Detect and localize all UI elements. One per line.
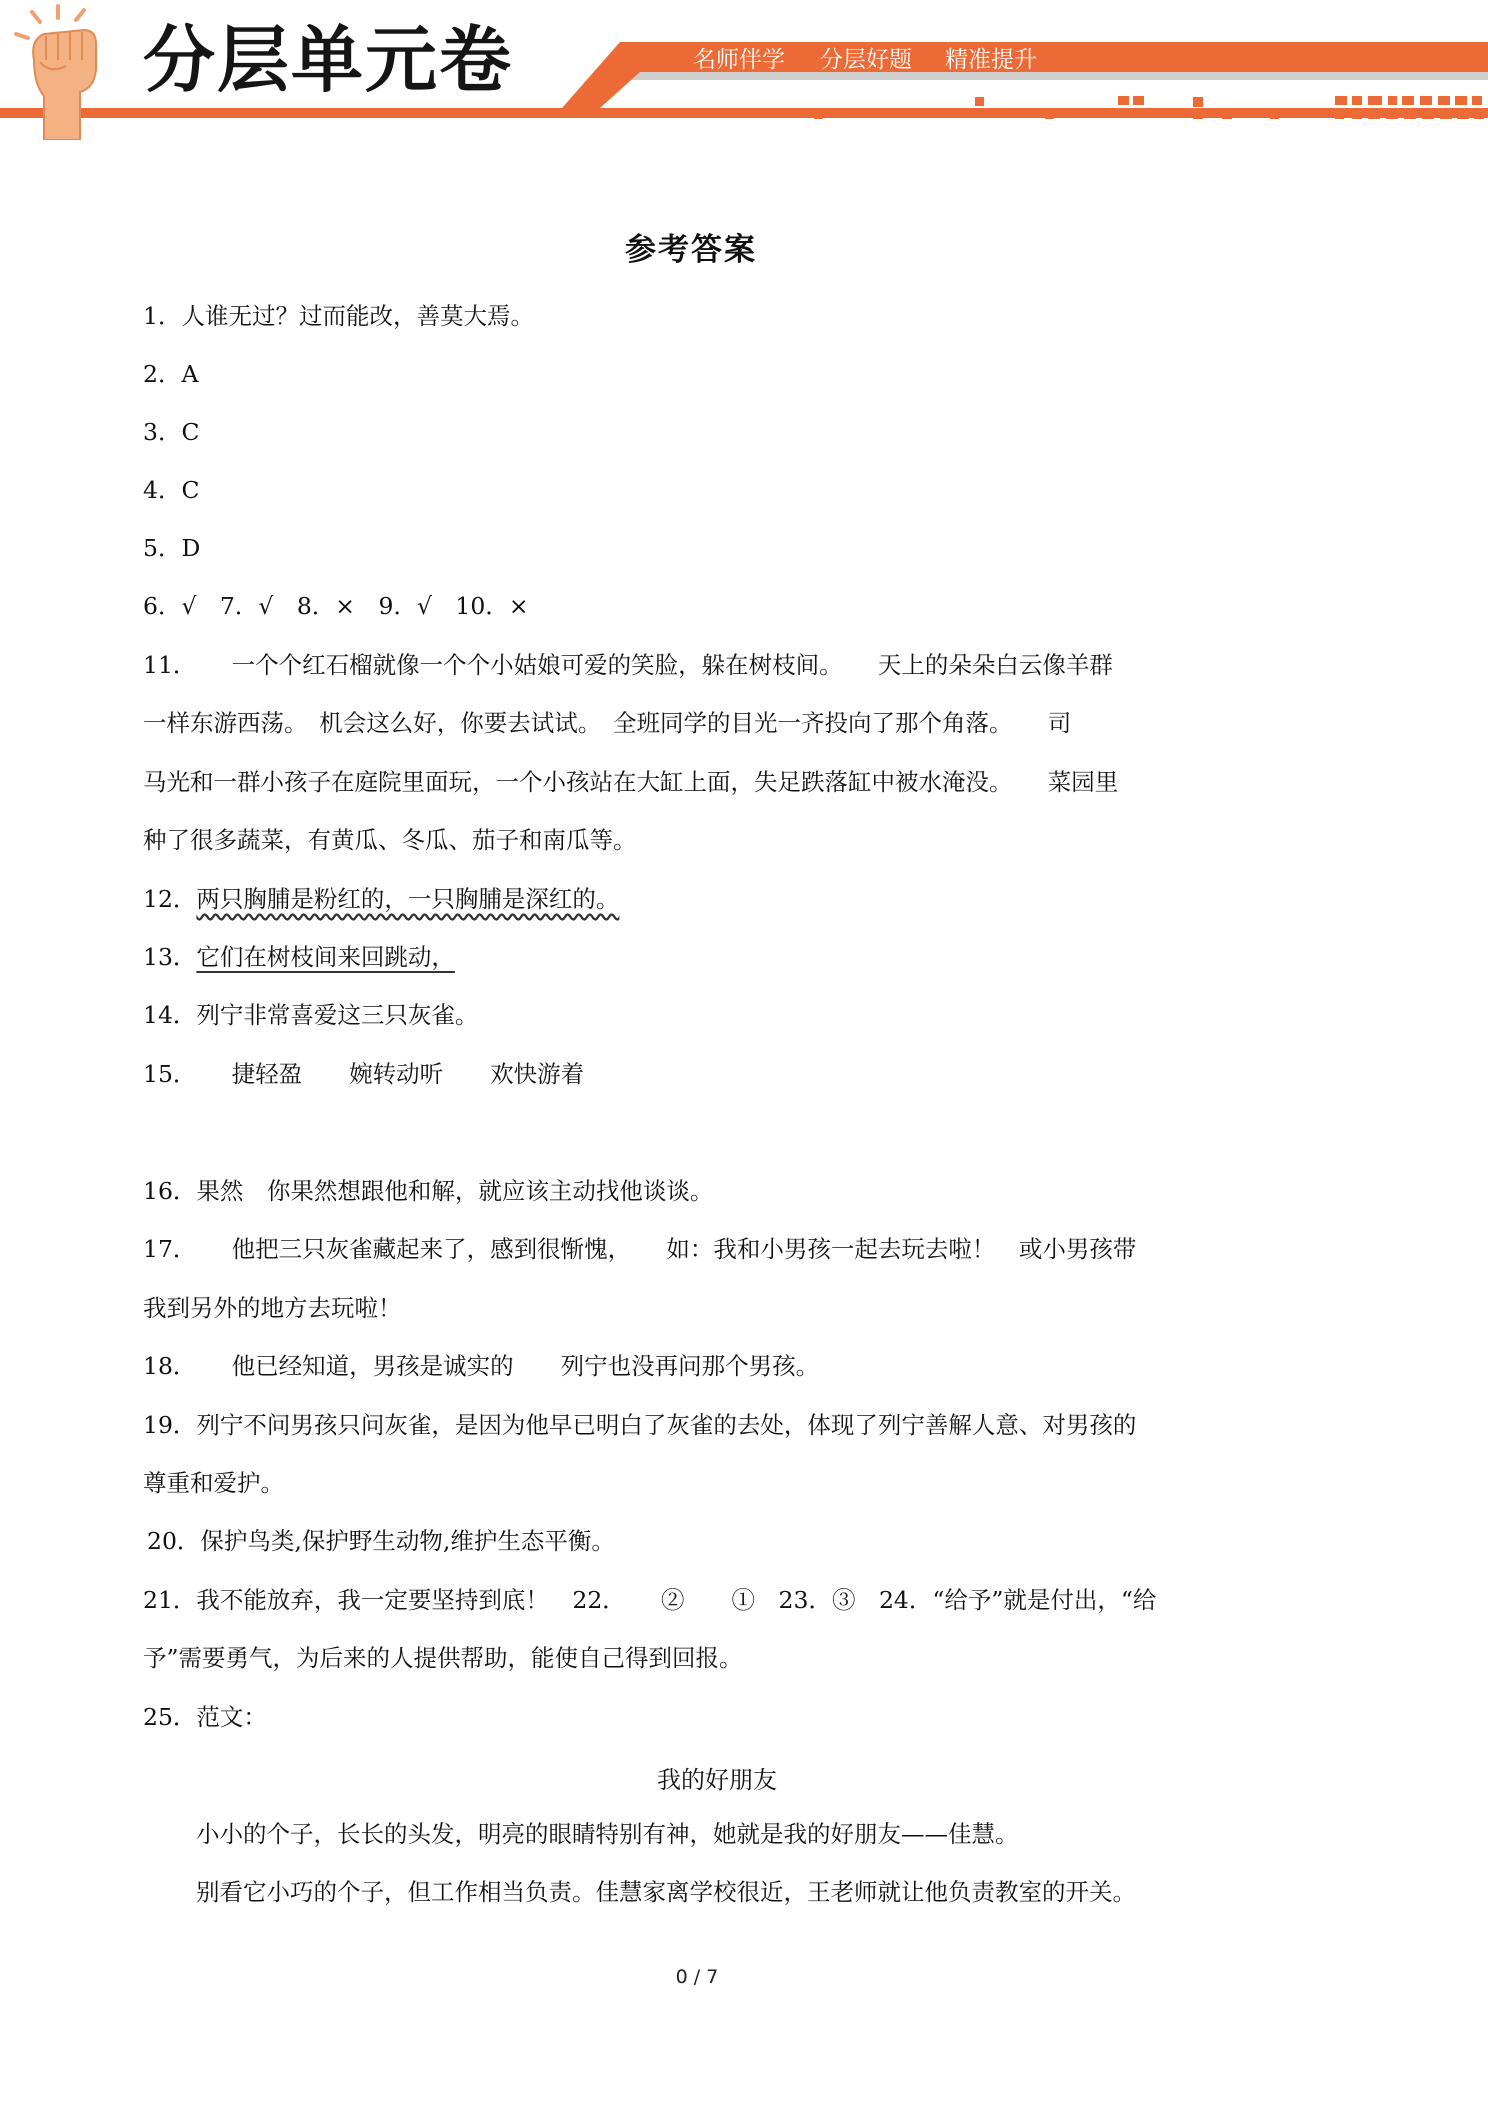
answer-17-line: 17． 他把三只灰雀藏起来了，感到很惭愧， 如：我和小男孩一起去玩去啦！ 或小男孩带 [143,1235,1137,1263]
answer-25: 25．范文： [143,1703,267,1731]
answer-17-line: 我到另外的地方去玩啦！ [143,1294,402,1322]
answer-11-line: 马光和一群小孩子在庭院里面玩，一个小孩站在大缸上面，失足跌落缸中被水淹没。 菜园里 [143,768,1119,796]
answer-21-24-line: 21．我不能放弃，我一定要坚持到底！ 22． ② ① 23．③ 24．“给予”就是付出，“给 [143,1586,1157,1614]
essay-paragraph: 别看它小巧的个子，但工作相当负责。佳慧家离学校很近，王老师就让他负责教室的开关。 [196,1878,1136,1906]
slogan-teacher: 名师伴学 [693,47,785,73]
answer-3: 3．C [143,418,200,446]
answer-16: 16．果然 你果然想跟他和解，就应该主动找他谈谈。 [143,1177,714,1205]
answer-14: 14．列宁非常喜爱这三只灰雀。 [143,1001,479,1029]
answer-13-number: 13． [143,943,197,971]
answer-13 [143,937,455,977]
answer-13-underlined-text: 它们在树枝间来回跳动， [196,943,455,971]
brand-title: 分层单元卷 [143,18,514,102]
slogan-questions: 分层好题 [820,47,912,73]
answer-19-line: 尊重和爱护。 [143,1469,284,1497]
answer-15: 15． 捷轻盈 婉转动听 欢快游着 [143,1060,585,1088]
answer-6-10: 6．√ 7．√ 8．× 9．√ 10．× [143,592,529,620]
answer-11-line: 种了很多蔬菜，有黄瓜、冬瓜、茄子和南瓜等。 [143,826,637,854]
page-title: 参考答案 [625,232,757,268]
answer-12 [143,879,619,919]
answer-4: 4．C [143,476,200,504]
answer-5: 5．D [143,534,201,562]
slogan-improve: 精准提升 [945,47,1037,73]
answer-2: 2．A [143,360,199,388]
answer-1: 1．人谁无过？过而能改，善莫大焉。 [143,302,534,330]
essay-paragraph: 小小的个子，长长的头发，明亮的眼睛特别有神，她就是我的好朋友——佳慧。 [196,1820,1019,1848]
essay-title: 我的好朋友 [657,1766,777,1794]
page-number: 0 / 7 [675,1966,719,1988]
answer-18: 18． 他已经知道，男孩是诚实的 列宁也没再问那个男孩。 [143,1352,820,1380]
answer-11-line: 一样东游西荡。 机会这么好，你要去试试。 全班同学的目光一齐投向了那个角落。 司 [143,709,1072,737]
answer-19-line: 19．列宁不问男孩只问灰雀，是因为他早已明白了灰雀的去处，体现了列宁善解人意、对男孩的 [143,1411,1137,1439]
answer-12-underlined-text: 两只胸脯是粉红的，一只胸脯是深红的。 [196,885,620,913]
answer-11-line: 11． 一个个红石榴就像一个个小姑娘可爱的笑脸，躲在树枝间。 天上的朵朵白云像羊群 [143,651,1113,679]
answer-21-24-line: 予”需要勇气，为后来的人提供帮助，能使自己得到回报。 [143,1644,743,1672]
answer-12-number: 12． [143,885,197,913]
answer-20: 20．保护鸟类,保护野生动物,维护生态平衡。 [147,1527,615,1555]
